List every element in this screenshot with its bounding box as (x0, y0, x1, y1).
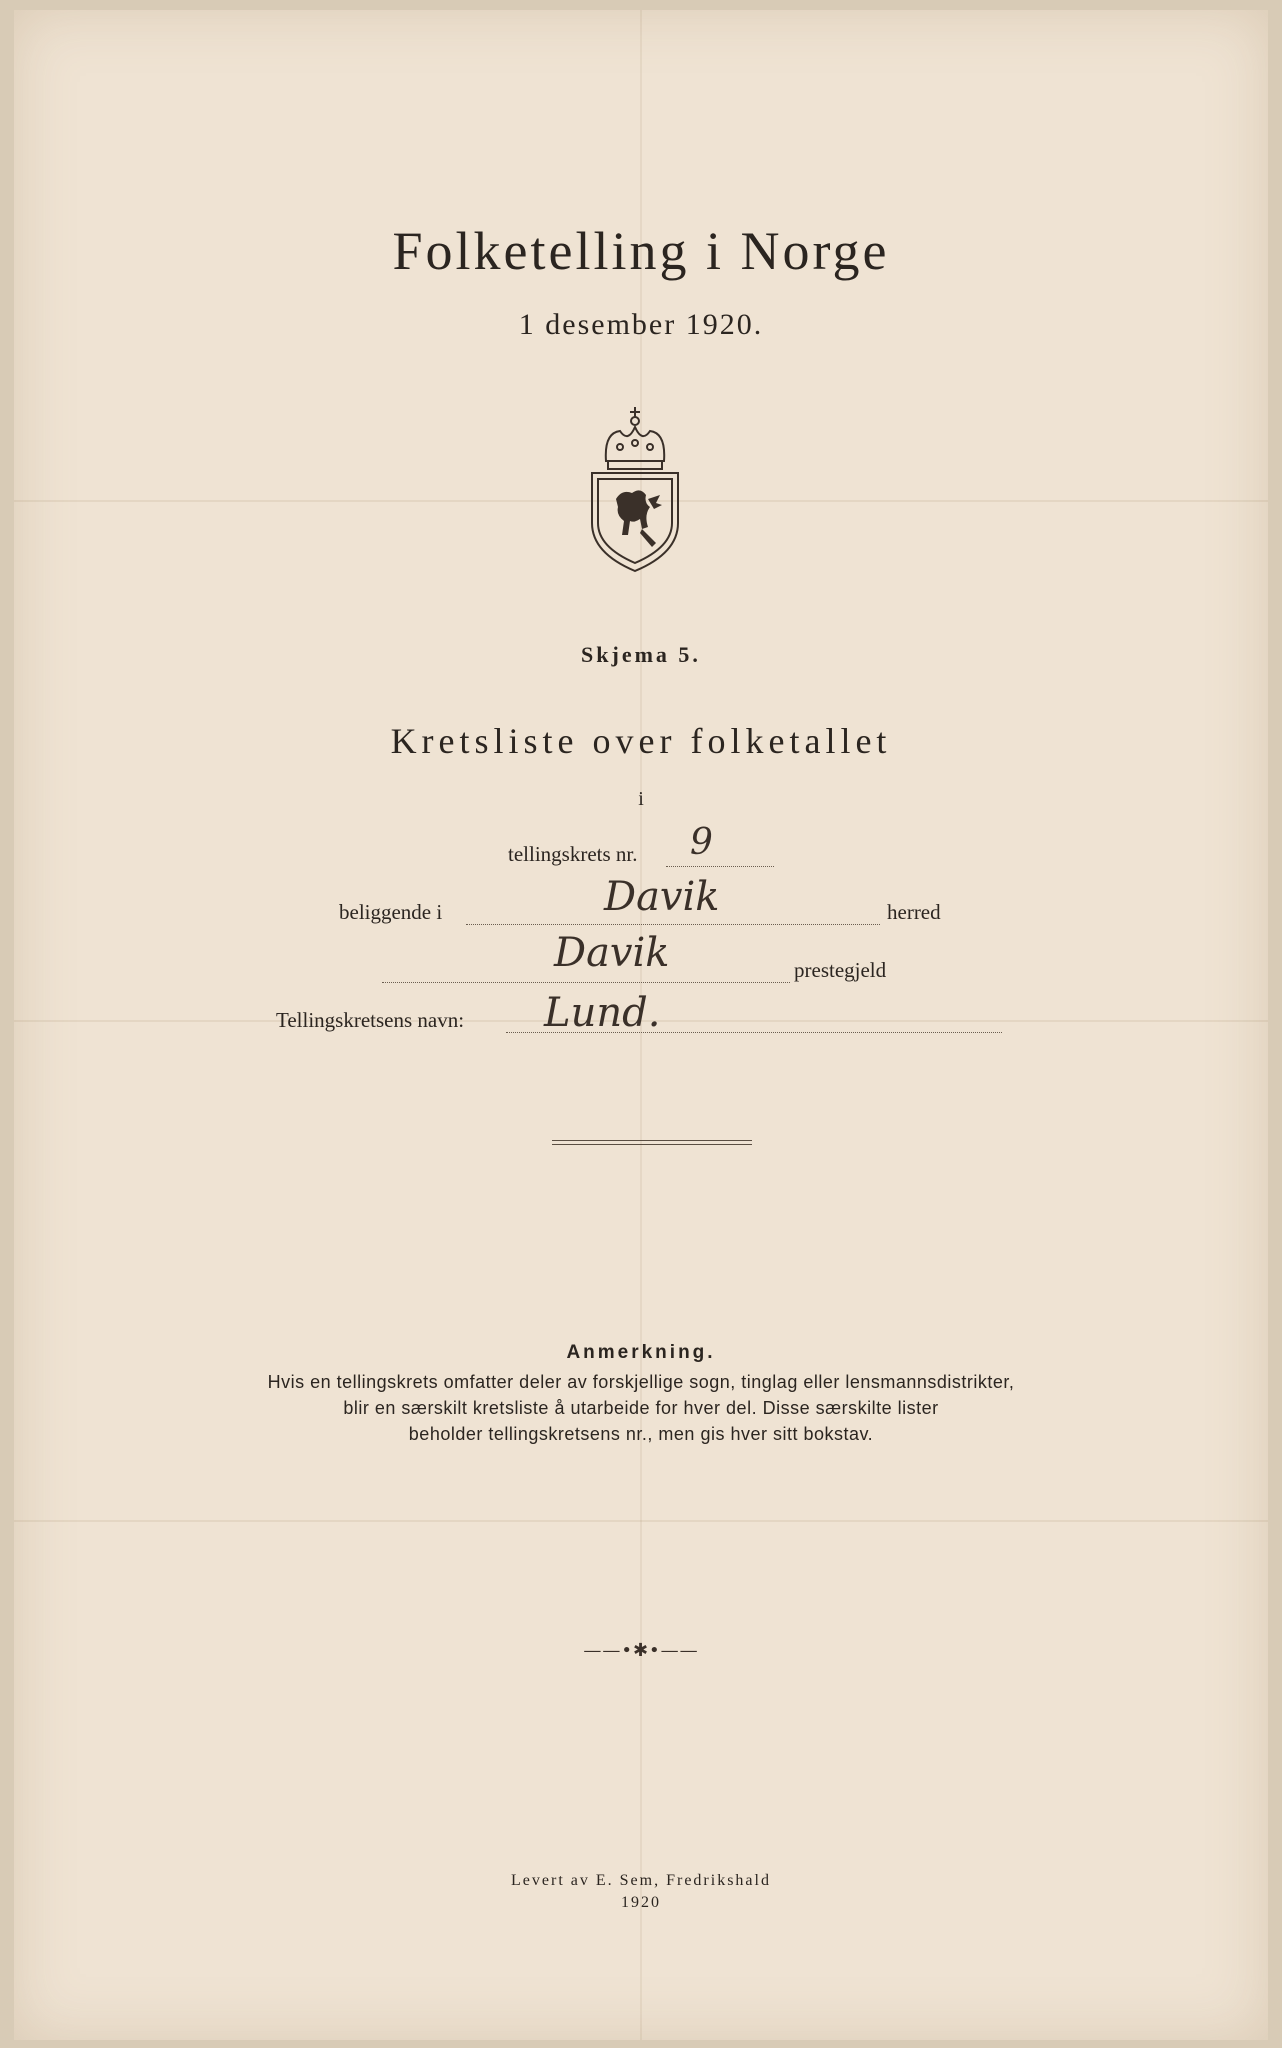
tellingskrets-label: tellingskrets nr. (508, 842, 638, 866)
prestegjeld-label: prestegjeld (794, 958, 887, 982)
note-line: blir en særskilt kretsliste å utarbeide for hver del. Disse særskilte lister (343, 1398, 939, 1418)
form-heading: Kretsliste over folketallet (390, 721, 892, 761)
note-line: Hvis en tellingskrets omfatter deler av forskjellige sogn, tinglag eller lensmannsdistrikter, (267, 1372, 1015, 1392)
herred-name-field[interactable]: Davik (604, 874, 720, 920)
beliggende-line (466, 924, 880, 925)
preposition-text: i (638, 788, 644, 810)
ornament-divider: ——•✱•—— (583, 1640, 699, 1661)
census-date: 1 desember 1920. (518, 308, 764, 341)
page-title: Folketelling i Norge (392, 221, 890, 281)
norwegian-coat-of-arms-icon (586, 403, 684, 575)
printer-credit: Levert av E. Sem, Fredrikshald (511, 1872, 771, 1889)
note-line: beholder tellingskretsens nr., men gis hver sitt bokstav. (408, 1424, 874, 1444)
schema-number: Skjema 5. (581, 642, 701, 667)
note-heading: Anmerkning. (566, 1342, 716, 1363)
prestegjeld-name-field[interactable]: Davik (554, 930, 670, 976)
kretsnavn-field[interactable]: Lund. (544, 990, 661, 1036)
prestegjeld-line (382, 982, 790, 983)
herred-label: herred (887, 900, 941, 924)
divider-rule (552, 1140, 752, 1145)
kretsnavn-label: Tellingskretsens navn: (276, 1008, 465, 1032)
tellingskrets-line (666, 866, 774, 867)
census-form-page (14, 10, 1268, 2040)
tellingskrets-number-field[interactable]: 9 (690, 822, 713, 863)
beliggende-label: beliggende i (339, 900, 443, 924)
printer-year: 1920 (621, 1894, 661, 1911)
